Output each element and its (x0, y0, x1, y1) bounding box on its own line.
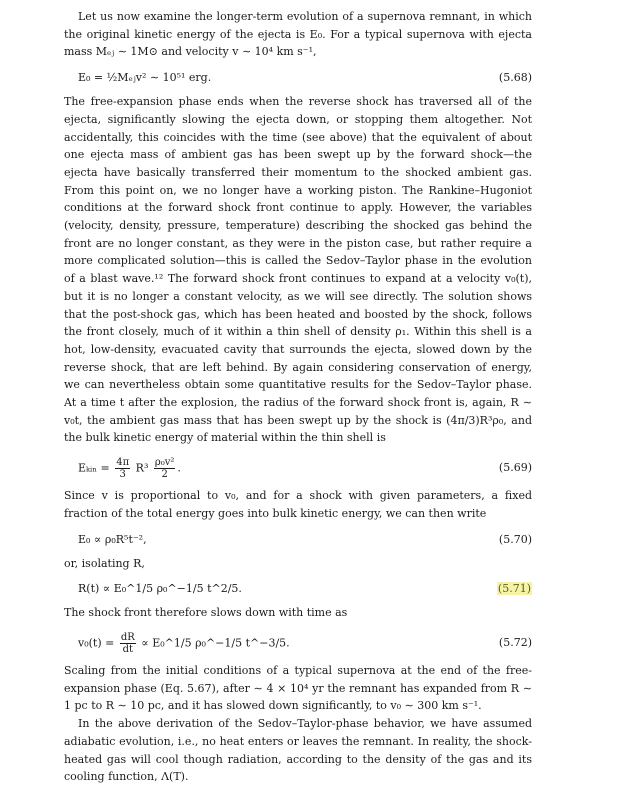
fraction: $\frac{\text{ρ₀v²}}{2}$ (154, 457, 175, 481)
equation-lhs: v₀(t) = (78, 636, 115, 650)
paragraph-proportional: Since v is proportional to v₀, and for a shock with given parameters, a fixed fraction of the total energy goes into bulk kinetic energy, we can then write (64, 489, 532, 520)
equation-number: (5.70) (498, 532, 532, 546)
equation-5-69: Eₖᵢₙ = $\frac{4\pi}{3}$ R³ $\frac{\text{ρ₀v²}}{2}$ . (5.69) (78, 457, 532, 481)
paragraph-intro: Let us now examine the longer-term evolution of a supernova remnant, in which the original kinetic energy of the ejecta is E₀. For a typical supernova with ejecta mass Mₑⱼ ∼ 1M⊙ and velocity v ∼ 10⁴ km s⁻¹, (64, 10, 532, 59)
equation-5-68 (64, 64, 532, 90)
equation-number: (5.68) (498, 71, 532, 85)
book-page (64, 8, 532, 786)
equation-text: R(t) ∝ E₀^1/5 ρ₀^−1/5 t^2/5. (78, 582, 242, 596)
paragraph-isolating: or, isolating R, (64, 556, 145, 570)
equation-number: (5.72) (498, 635, 532, 649)
paragraph-adiabatic: In the above derivation of the Sedov–Taylor-phase behavior, we have assumed adiabatic evolution, i.e., no heat enters or leaves the remnant. In reality, the shock-heated gas will cool though radiation, according to the density of the gas and its cooling function, Λ(T). (64, 717, 532, 784)
equation-5-71 (64, 575, 532, 601)
paragraph-scaling: Scaling from the initial conditions of a typical supernova at the end of the free-expansion phase (Eq. 5.67), after ∼ 4 × 10⁴ yr the remnant has expanded from R ∼ 1 pc to R ∼ 10 pc, and it has slowed down significantly, to v₀ ∼ 300 km s⁻¹. (64, 663, 532, 713)
highlighted-equation-number[interactable]: (5.71) (497, 582, 531, 596)
paragraph-free-expansion: The free-expansion phase ends when the reverse shock has traversed all of the ejecta, significantly slowing the ejecta down, or stopping them altogether. Not accidentally, this coincides with the time (see above) that the equivalent of about one ejecta mass of ambient gas has been swept up by the forward shock—the ejecta have basically transferred their momentum to the shocked ambient gas. From this point on, we no longer have a working piston. The Rankine–Hugoniot conditions at the forward shock front continue to apply. However, the variables (velocity, density, pressure, temperature) describing the shocked gas behind the front are no longer constant, as they were in the piston case, but rather require a more complicated solution—this is called the Sedov–Taylor phase in the evolution of a blast wave.¹² The forward shock front continues to expand at a velocity v₀(t), but it is no longer a constant velocity, as we will see directly. The solution shows that the post-shock gas, which has been heated and boosted by the shock, follows the front closely, much of it within a thin shell of density ρ₁. Within this shell is a hot, low-density, evacuated cavity that surrounds the ejecta, slowed down by the reverse shock, that are left behind. By again considering conservation of energy, we can nevertheless obtain some quantitative results for the Sedov–Taylor phase. At a time t after the explosion, the radius of the forward shock front is, again, R ∼ v₀t, the ambient gas mass that has been swept up by the shock is (4π/3)R³ρ₀, and the bulk kinetic energy of material within the thin shell is (64, 95, 532, 445)
fraction: $\frac{4\pi}{3}$ (116, 457, 130, 481)
paragraph-slows-down: The shock front therefore slows down with time as (64, 606, 348, 620)
equation-text: E₀ ∝ ρ₀R⁵t⁻², (78, 532, 147, 546)
equation-text: E₀ = ½Mₑⱼv² ∼ 10⁵¹ erg. (78, 71, 212, 85)
equation-number: (5.69) (498, 461, 532, 475)
equation-lhs: Eₖᵢₙ = (78, 461, 110, 475)
equation-5-70 (64, 526, 532, 552)
equation-5-72 (64, 625, 532, 659)
fraction: $\frac{dR}{dt}$ (120, 631, 135, 655)
equation-rhs: ∝ E₀^1/5 ρ₀^−1/5 t^−3/5. (141, 636, 290, 650)
